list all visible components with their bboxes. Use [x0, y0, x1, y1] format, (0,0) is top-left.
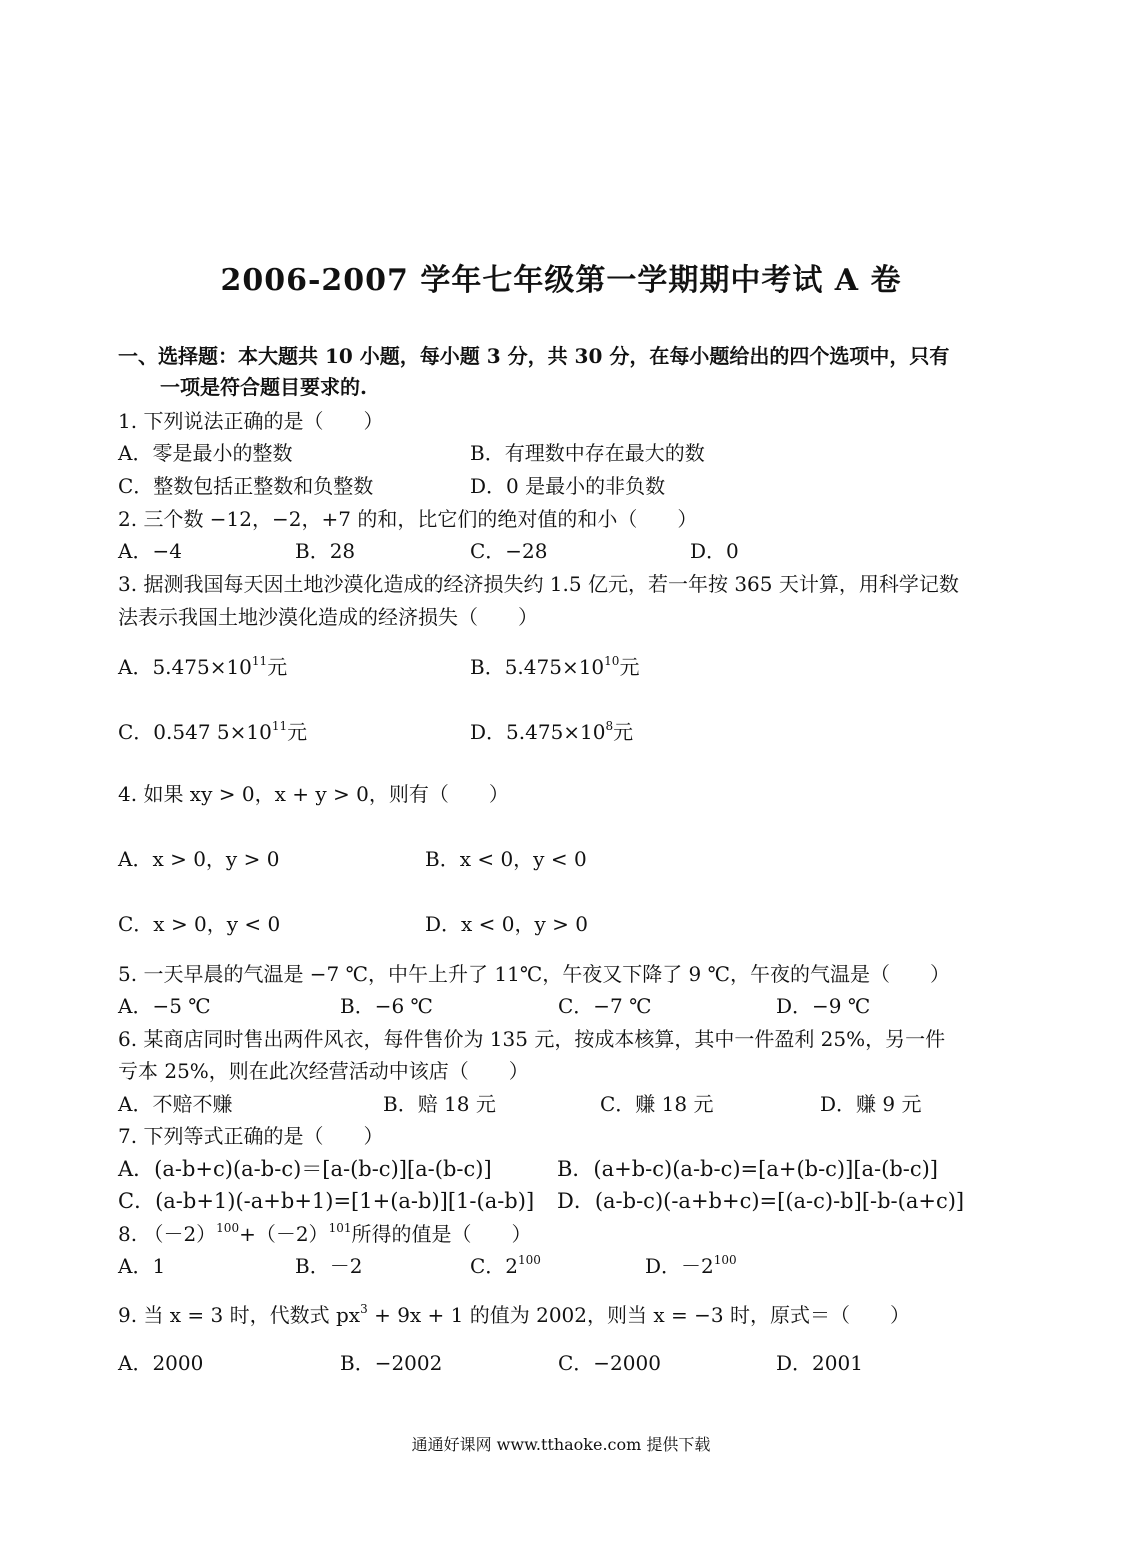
q7-option-a: A．(a-b+c)(a-b-c)＝[a-(b-c)][a-(b-c)]: [118, 1157, 492, 1181]
q3-option-a: A．$5.475\times 10^{11}$元: [118, 654, 288, 679]
q6-option-b: B．赔 18 元: [383, 1092, 496, 1116]
q7-option-b: B．(a+b-c)(a-b-c)=[a+(b-c)][a-(b-c)]: [557, 1157, 939, 1181]
q8-option-c: C．$2^{100}$: [470, 1253, 541, 1278]
q4-stem: 4. 如果 xy > 0，x + y > 0，则有（ ）: [118, 782, 509, 806]
q2-option-d: D．0: [690, 539, 739, 563]
q9-option-d: D．2001: [776, 1351, 863, 1375]
q4-option-b: B．x < 0，y < 0: [425, 847, 587, 871]
q8-option-b: B．－2: [295, 1254, 363, 1278]
q7-option-c: C．(a-b+1)(-a+b+1)=[1+(a-b)][1-(a-b)]: [118, 1189, 535, 1213]
q2-stem: 2. 三个数 −12，−2，+7 的和，比它们的绝对值的和小（ ）: [118, 507, 698, 531]
q6-option-c: C．赚 18 元: [600, 1092, 714, 1116]
q2-option-a: A．−4: [118, 539, 182, 563]
q7-stem: 7. 下列等式正确的是（ ）: [118, 1124, 384, 1148]
section-heading-cont: 一项是符合题目要求的.: [160, 375, 367, 399]
q3-option-b: B．$5.475\times 10^{10}$元: [470, 654, 640, 679]
q9-option-c: C．−2000: [558, 1351, 661, 1375]
q1-option-d: D．0 是最小的非负数: [470, 474, 666, 498]
page-title: 2006-2007 学年七年级第一学期期中考试 A 卷: [220, 263, 902, 298]
q4-option-a: A．x > 0，y > 0: [118, 847, 280, 871]
q5-option-d: D．−9 ℃: [776, 994, 871, 1018]
q8-option-a: A．1: [118, 1254, 166, 1278]
q1-option-c: C．整数包括正整数和负整数: [118, 474, 374, 498]
page-footer: 通通好课网 www.tthaoke.com 提供下载: [411, 1435, 711, 1454]
q2-option-c: C．−28: [470, 539, 548, 563]
q5-option-c: C．−7 ℃: [558, 994, 652, 1018]
q3-stem-line1: 3. 据测我国每天因土地沙漠化造成的经济损失约 1.5 亿元，若一年按 365 天计算，用科学记数: [118, 572, 959, 596]
q5-stem: 5. 一天早晨的气温是 −7 ℃，中午上升了 11℃，午夜又下降了 9 ℃，午夜的气温是（ ）: [118, 962, 951, 986]
q9-option-b: B．−2002: [340, 1351, 443, 1375]
section-heading: 一、选择题：本大题共 10 小题，每小题 3 分，共 30 分，在每小题给出的四个选项中，只有: [118, 344, 950, 368]
q1-option-b: B．有理数中存在最大的数: [470, 441, 705, 465]
q3-stem-line2: 法表示我国土地沙漠化造成的经济损失（ ）: [118, 605, 538, 629]
q8-stem: 8. $(-2)^{100}+(-2)^{101}$所得的值是（ ）: [118, 1221, 532, 1246]
q5-option-b: B．−6 ℃: [340, 994, 433, 1018]
q9-stem: 9. 当 x = 3 时，代数式 $px^3 + 9x + 1$ 的值为 2002，则当 x = −3 时，原式＝（ ）: [118, 1302, 910, 1327]
q6-option-a: A．不赔不赚: [118, 1092, 233, 1116]
q6-option-d: D．赚 9 元: [820, 1092, 922, 1116]
q9-option-a: A．2000: [118, 1351, 204, 1375]
q3-option-d: D．$5.475\times 10^8$元: [470, 719, 634, 744]
q8-option-d: D．$-2^{100}$: [645, 1253, 737, 1278]
q4-option-d: D．x < 0，y > 0: [425, 912, 589, 936]
q6-stem-line2: 亏本 25%，则在此次经营活动中该店（ ）: [118, 1059, 529, 1083]
q1-option-a: A．零是最小的整数: [118, 441, 293, 465]
q7-option-d: D．(a-b-c)(-a+b+c)=[(a-c)-b][-b-(a+c)]: [557, 1189, 965, 1213]
q6-stem-line1: 6. 某商店同时售出两件风衣，每件售价为 135 元，按成本核算，其中一件盈利 25%，另一件: [118, 1027, 946, 1051]
q1-stem: 1. 下列说法正确的是（ ）: [118, 409, 384, 433]
q3-option-c: C．0.547 $5\times 10^{11}$元: [118, 719, 308, 744]
q2-option-b: B．28: [295, 539, 356, 563]
q5-option-a: A．−5 ℃: [118, 994, 211, 1018]
q4-option-c: C．x > 0，y < 0: [118, 912, 281, 936]
